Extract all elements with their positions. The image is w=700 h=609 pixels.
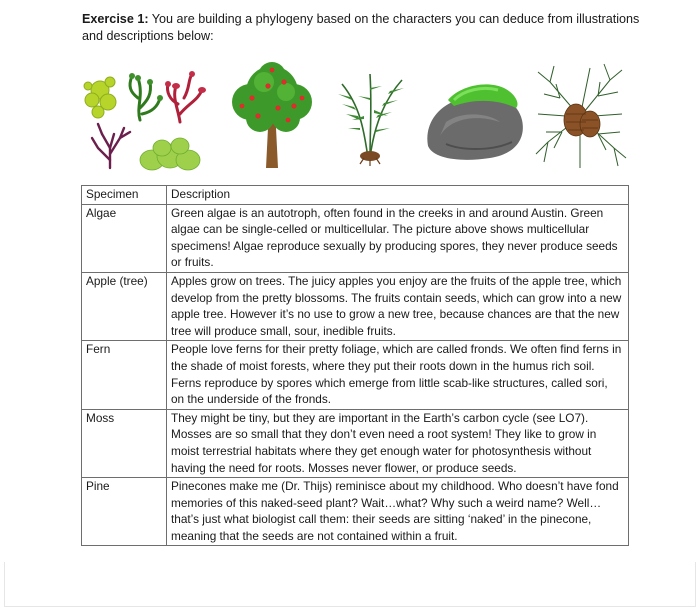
exercise-text: You are building a phylogeny based on the characters you can deduce from illustrations and descriptions below: bbox=[82, 12, 640, 43]
specimen-column-header: Specimen bbox=[82, 186, 167, 205]
specimen-cell: Algae bbox=[82, 204, 167, 272]
description-cell: Apples grow on trees. The juicy apples you enjoy are the fruits of the apple tree, which develop from the pretty blossoms. The fruits contain seeds, which can grow into a new apple tree. However it’s no use to grow a new tree, because chances are that the new tree will produce small, sour, inedible fruits. bbox=[167, 272, 629, 340]
exercise-label: Exercise 1: bbox=[82, 12, 149, 26]
table-row bbox=[82, 409, 629, 477]
description-column-header: Description bbox=[167, 186, 629, 205]
page-frame-edge bbox=[4, 562, 696, 607]
pine-branch-illustration bbox=[530, 62, 630, 172]
illustrations-strip bbox=[80, 62, 640, 174]
table-row bbox=[82, 341, 629, 409]
specimen-cell: Pine bbox=[82, 478, 167, 546]
apple-tree-illustration bbox=[228, 62, 316, 172]
description-cell: People love ferns for their pretty foliage, which are called fronds. We often find ferns in the shade of moist forests, where they put their roots down in the humus rich soil. Ferns reproduce by spores which emerge from little scab-like structures, called sori, on the underside of the fronds. bbox=[167, 341, 629, 409]
specimen-cell: Apple (tree) bbox=[82, 272, 167, 340]
description-cell: Green algae is an autotroph, often found in the creeks in and around Austin. Green algae can be single-celled or multicellular. The picture above shows multicellular specimens! Algae reproduce sexually by producing spores, they never produce seeds or fruits. bbox=[167, 204, 629, 272]
specimen-description-table bbox=[81, 185, 629, 546]
exercise-intro bbox=[82, 11, 642, 45]
specimen-cell: Moss bbox=[82, 409, 167, 477]
specimen-cell: Fern bbox=[82, 341, 167, 409]
fern-illustration bbox=[330, 70, 410, 166]
table-row bbox=[82, 478, 629, 546]
table-row bbox=[82, 272, 629, 340]
algae-illustration bbox=[80, 68, 215, 174]
description-cell: Pinecones make me (Dr. Thijs) reminisce about my childhood. Who doesn’t have fond memories of this naked-seed plant? Wait…what? Why such a weird name? Well… that’s just what biologist call them: their seeds are sitting ‘naked’ in the pinecone, meaning that the seeds are not contained within a fruit. bbox=[167, 478, 629, 546]
table-row bbox=[82, 204, 629, 272]
table-header-row bbox=[82, 186, 629, 205]
moss-on-rock-illustration bbox=[420, 74, 530, 164]
description-cell: They might be tiny, but they are important in the Earth’s carbon cycle (see LO7). Mosses are so small that they don’t even need a root system! They like to grow in moist terrestrial habitats where they get enough water for photosynthesis without having the need for roots. Mosses never flower, or produce seeds. bbox=[167, 409, 629, 477]
